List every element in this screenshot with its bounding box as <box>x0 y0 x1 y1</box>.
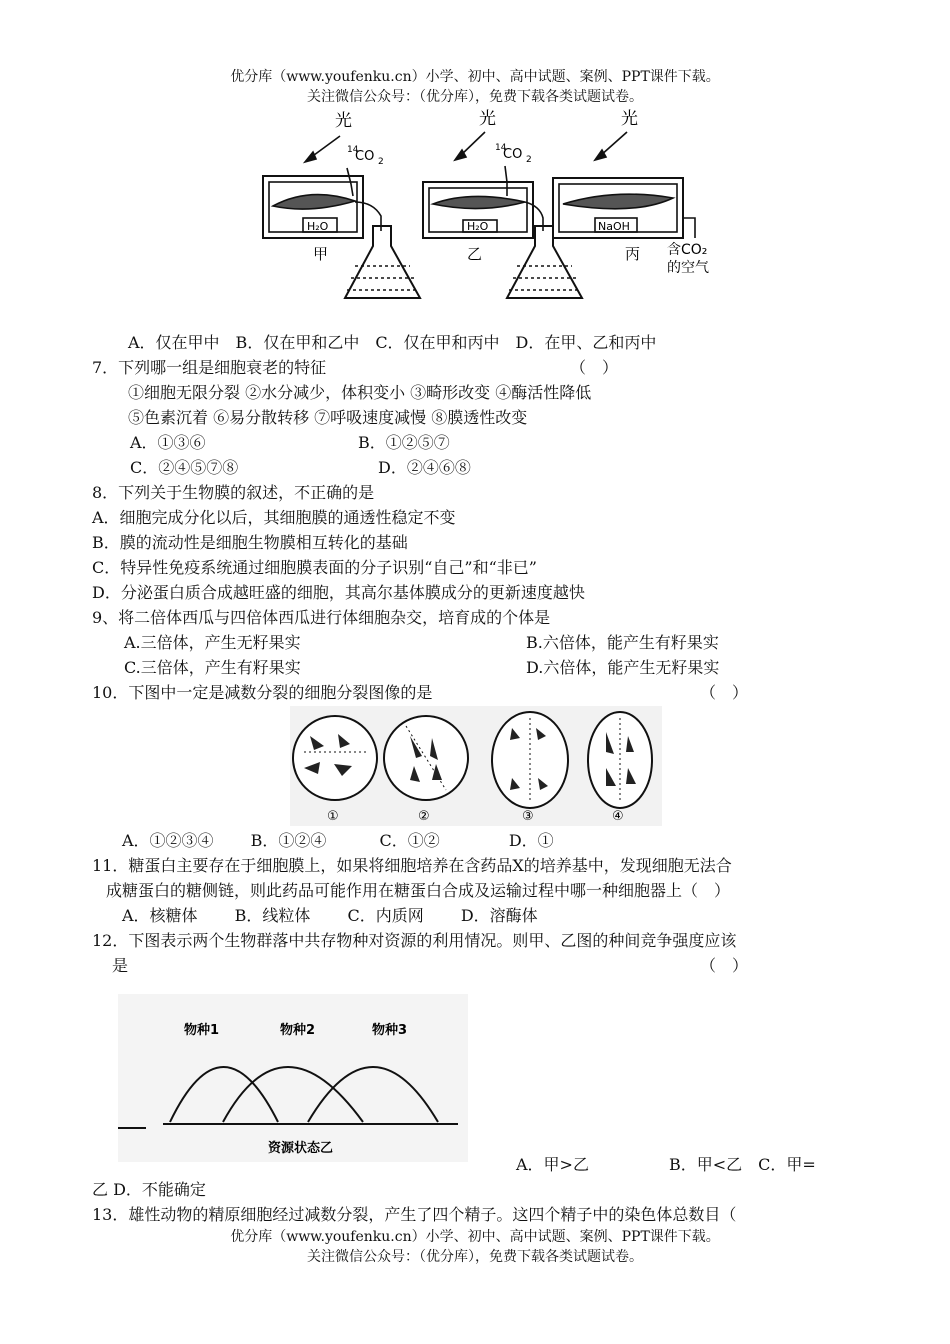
label-yi: 乙 <box>467 245 483 263</box>
species-resource-chart <box>118 994 468 1162</box>
q9-option-d: D.六倍体，能产生无籽果实 <box>526 658 720 677</box>
q7-option-b: B．①②⑤⑦ <box>358 433 450 452</box>
cell-label-2: ② <box>418 809 430 824</box>
leaf-bing <box>563 194 673 209</box>
q9-option-a: A.三倍体，产生无籽果实 <box>124 633 301 652</box>
q9-option-c: C.三倍体，产生有籽果实 <box>124 658 301 677</box>
light-label-bing: 光 <box>621 109 638 129</box>
flask-1 <box>345 226 420 298</box>
q6-options: A．仅在甲中 B．仅在甲和乙中 C．仅在甲和丙中 D．在甲、乙和丙中 <box>128 333 657 352</box>
q13-line-1: 13．雄性动物的精原细胞经过减数分裂，产生了四个精子。这四个精子中的染色体总数目（ <box>92 1205 737 1224</box>
water-label-yi: H₂O <box>467 220 489 233</box>
q9-stem: 9、将二倍体西瓜与四倍体西瓜进行体细胞杂交，培育成的个体是 <box>92 608 551 627</box>
leaf-yi <box>433 196 525 208</box>
q8-option-a: A．细胞完成分化以后，其细胞膜的通透性稳定不变 <box>92 508 456 527</box>
q7-items-2: ⑤色素沉着 ⑥易分散转移 ⑦呼吸速度减慢 ⑧膜透性改变 <box>128 408 528 427</box>
cell-label-4: ④ <box>612 809 624 824</box>
leaf-jia <box>273 195 355 209</box>
air-label-2: 的空气 <box>667 260 709 276</box>
light-label-yi: 光 <box>479 109 496 129</box>
svg-text:2: 2 <box>526 155 532 165</box>
q8-option-b: B．膜的流动性是细胞生物膜相互转化的基础 <box>92 533 408 552</box>
cell-2 <box>384 716 468 800</box>
q7-option-c: C．②④⑤⑦⑧ <box>130 458 239 477</box>
x-axis-label: 资源状态乙 <box>268 1141 334 1156</box>
q12-line-2: 是 <box>112 956 129 975</box>
q8-option-c: C．特异性免疫系统通过细胞膜表面的分子识别“自己”和“非已” <box>92 558 537 577</box>
light-label-jia: 光 <box>335 111 352 131</box>
water-label-jia: H₂O <box>307 220 329 233</box>
svg-text:14: 14 <box>347 145 359 155</box>
series-label-species-2: 物种2 <box>280 1023 316 1038</box>
q7-bracket: （ ） <box>570 358 619 377</box>
svg-text:14: 14 <box>495 143 507 153</box>
q11-line-2: 成糖蛋白的糖侧链，则此药品可能作用在糖蛋白合成及运输过程中哪一种细胞器上（ ） <box>106 881 731 900</box>
q7-option-d: D．②④⑥⑧ <box>378 458 471 477</box>
svg-text:2: 2 <box>378 157 384 167</box>
cell-label-1: ① <box>327 809 339 824</box>
flask-2 <box>507 226 582 298</box>
q10-bracket: （ ） <box>700 683 749 702</box>
photosynthesis-apparatus-figure <box>255 106 725 306</box>
footer-line-2: 关注微信公众号：（优分库），免费下载各类试题试卷。 <box>307 1249 643 1265</box>
q9-option-b: B.六倍体，能产生有籽果实 <box>526 633 719 652</box>
q12-bracket: （ ） <box>700 956 749 975</box>
cell-label-3: ③ <box>522 809 534 824</box>
series-label-species-1: 物种1 <box>184 1023 220 1038</box>
label-jia: 甲 <box>313 245 329 263</box>
q7-option-a: A．①③⑥ <box>130 433 206 452</box>
air-label-1: 含CO₂ <box>667 242 708 258</box>
label-bing: 丙 <box>625 245 641 263</box>
footer-line-1: 优分库（www.youfenku.cn）小学、初中、高中试题、案例、PPT课件下载。 <box>230 1229 720 1245</box>
q12-options-right: A．甲>乙 B．甲<乙 C．甲= <box>516 1155 816 1174</box>
header-line-2: 关注微信公众号：（优分库），免费下载各类试题试卷。 <box>307 89 643 105</box>
q7-stem: 7．下列哪一组是细胞衰老的特征 <box>92 358 327 377</box>
q11-options: A．核糖体 B．线粒体 C．内质网 D．溶酶体 <box>122 906 538 925</box>
q12-line-1: 12．下图表示两个生物群落中共存物种对资源的利用情况。则甲、乙图的种间竞争强度应该 <box>92 931 737 950</box>
q12-options-wrap: 乙 D．不能确定 <box>92 1180 206 1199</box>
series-label-species-3: 物种3 <box>372 1023 408 1038</box>
co2-label-yi: CO <box>503 147 523 162</box>
naoh-label: NaOH <box>598 220 630 233</box>
cell-1 <box>293 716 377 800</box>
q10-stem: 10．下图中一定是减数分裂的细胞分裂图像的是 <box>92 683 433 702</box>
q8-stem: 8．下列关于生物膜的叙述，不正确的是 <box>92 483 375 502</box>
q10-options: A．①②③④ B．①②④ C．①② D．① <box>122 831 554 850</box>
q7-items-1: ①细胞无限分裂 ②水分减少，体积变小 ③畸形改变 ④酶活性降低 <box>128 383 592 402</box>
header-line-1: 优分库（www.youfenku.cn）小学、初中、高中试题、案例、PPT课件下载。 <box>230 69 720 85</box>
q11-line-1: 11．糖蛋白主要存在于细胞膜上，如果将细胞培养在含药品X的培养基中，发现细胞无法合 <box>92 856 732 875</box>
q8-option-d: D．分泌蛋白质合成越旺盛的细胞，其高尔基体膜成分的更新速度越快 <box>92 583 585 602</box>
co2-label-jia: CO <box>355 149 375 164</box>
cell-division-figure <box>290 706 662 826</box>
